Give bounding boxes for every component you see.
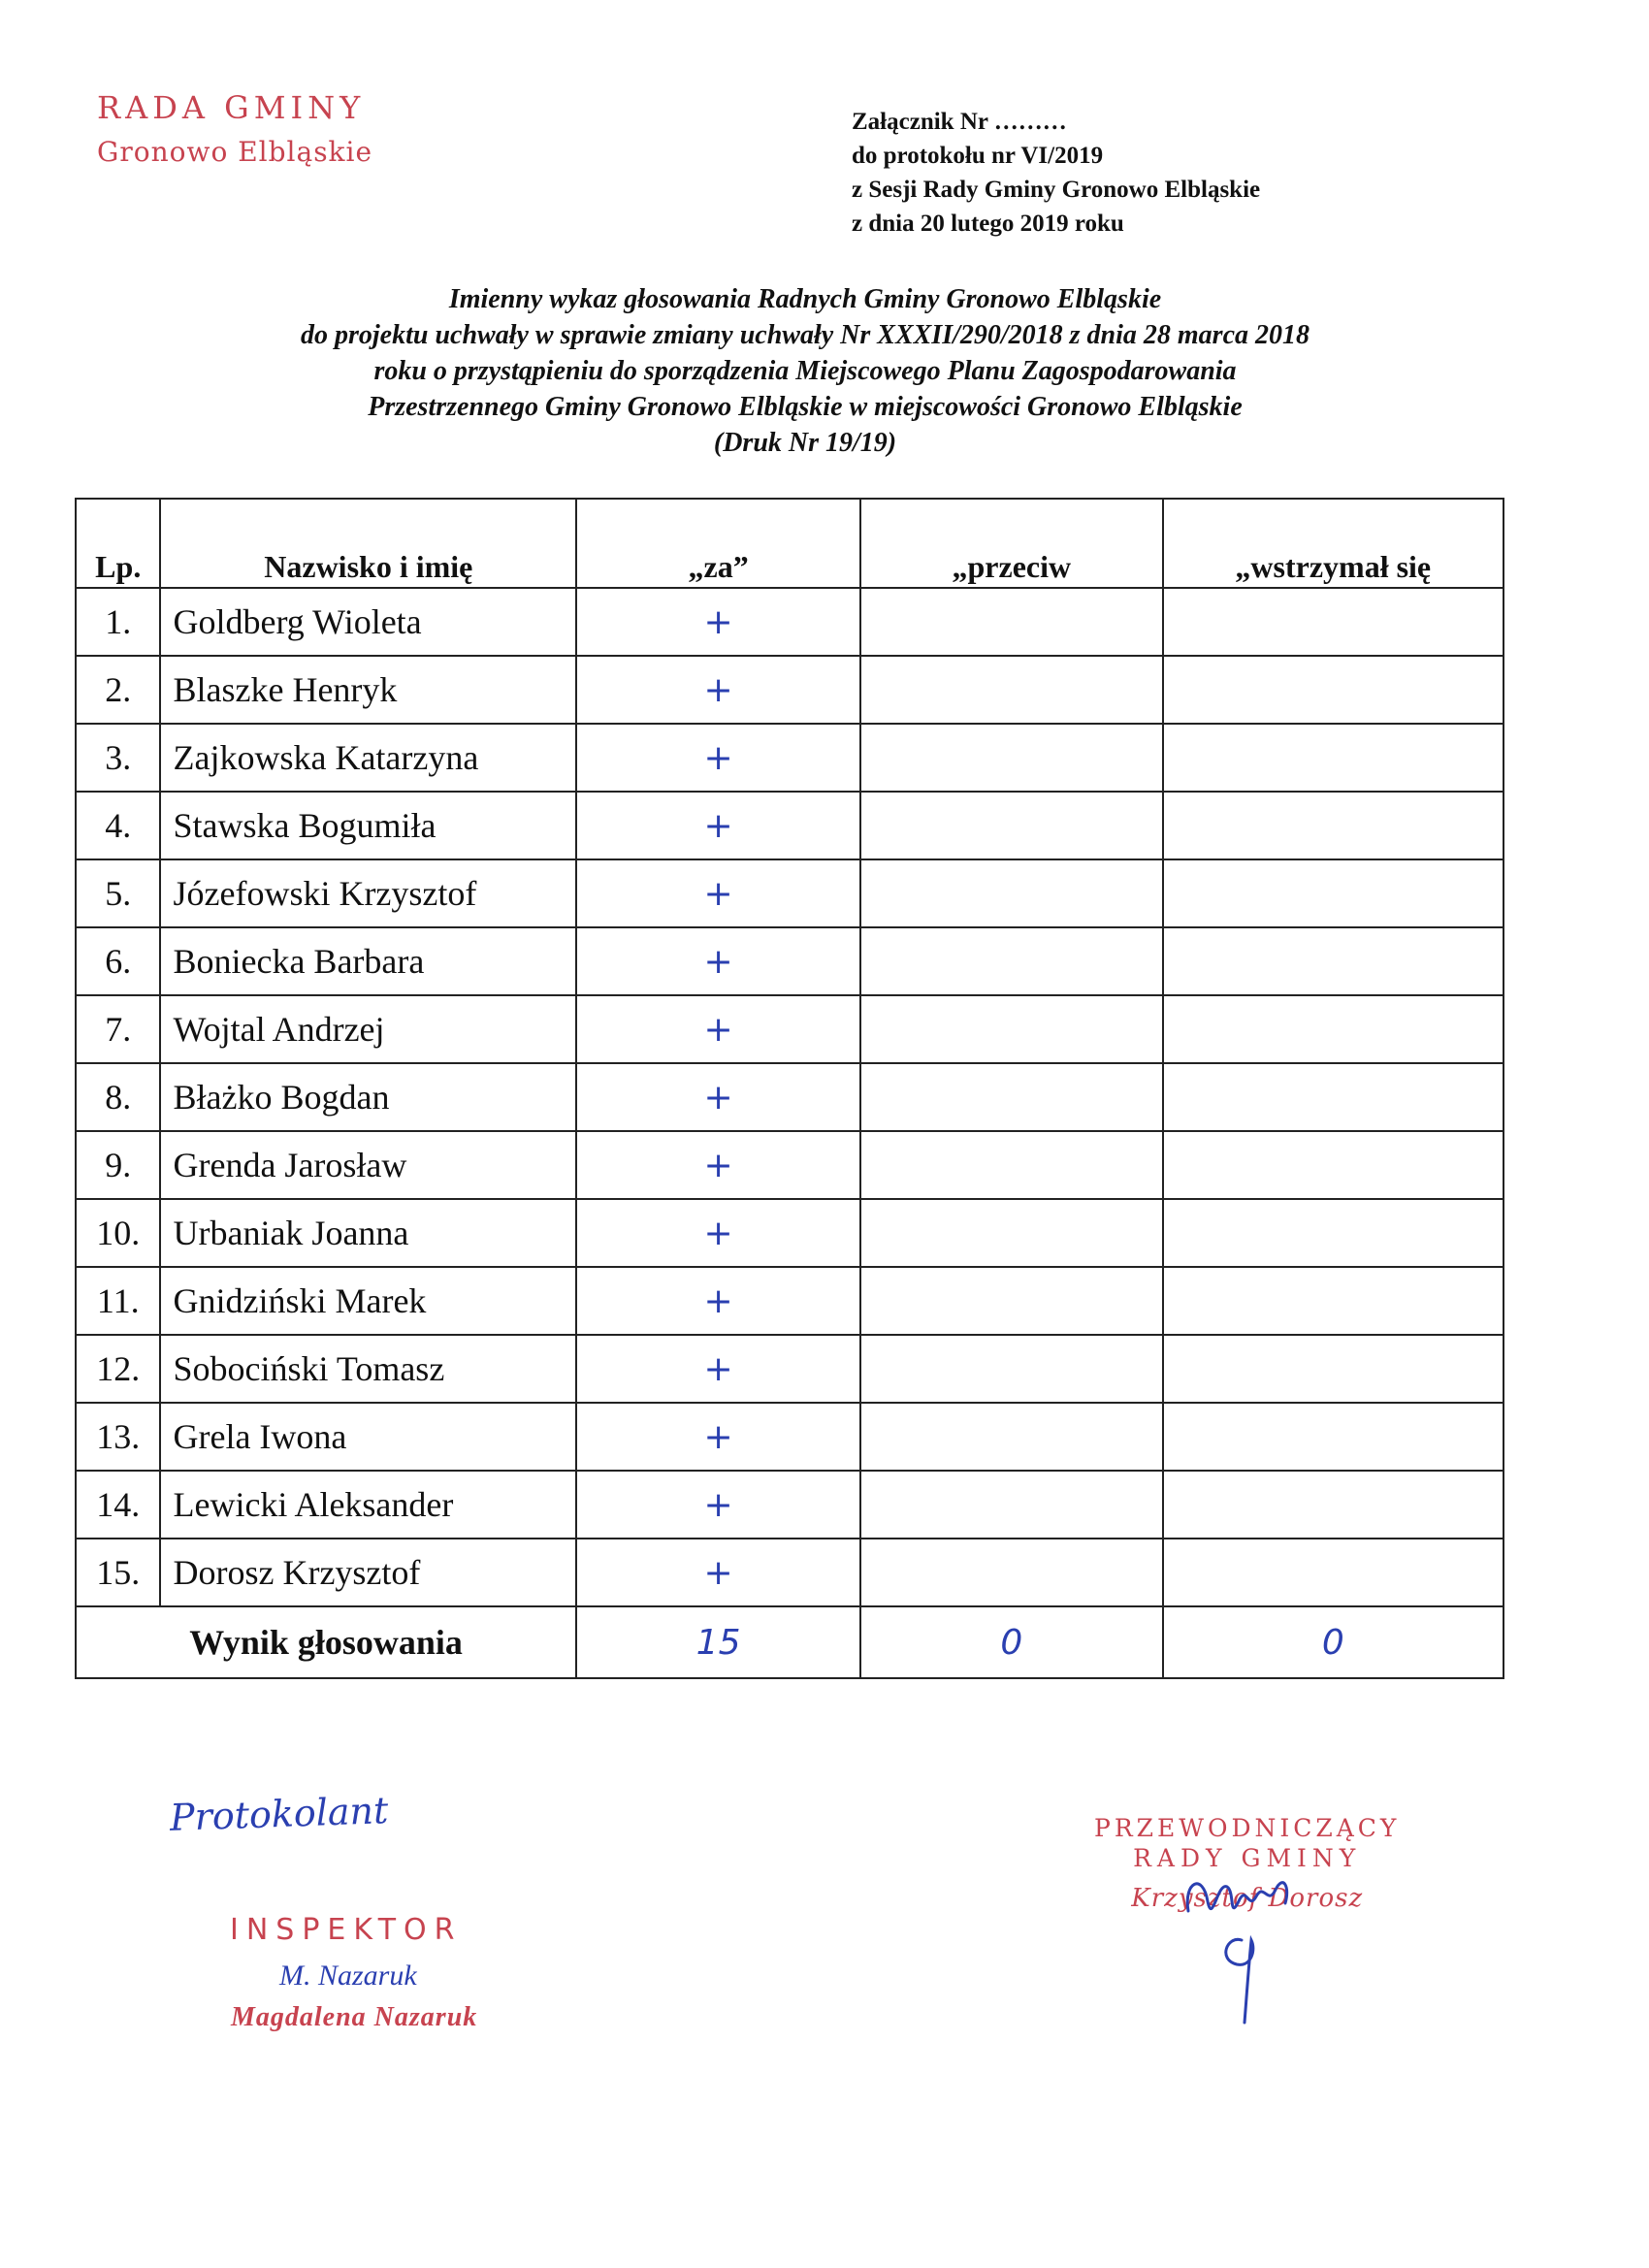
recorder-handwritten-label: Protokolant [169,1789,389,1839]
title-line1: Imienny wykaz głosowania Radnych Gminy Gronowo Elbląskie [448,284,1162,314]
table-row [76,1335,1504,1403]
table-row [76,1539,1504,1606]
row-lp: 2. [76,656,160,724]
row-name: Goldberg Wioleta [160,588,576,656]
inspector-signature: M. Nazaruk [279,1960,417,1992]
row-abstain [1163,656,1504,724]
row-for: + [576,1063,860,1131]
row-against [860,1539,1162,1606]
row-lp: 8. [76,1063,160,1131]
row-abstain [1163,927,1504,995]
row-name: Wojtal Andrzej [160,995,576,1063]
row-for: + [576,792,860,859]
title-line2: do projektu uchwały w sprawie zmiany uchwały Nr XXXII/290/2018 z dnia 28 marca 2018 [300,320,1310,350]
attachment-line4: z dnia 20 lutego 2019 roku [852,211,1124,237]
council-stamp [97,89,372,168]
row-name: Gnidziński Marek [160,1267,576,1335]
header-against: „przeciw [860,499,1162,588]
row-lp: 14. [76,1471,160,1539]
row-for: + [576,995,860,1063]
row-against [860,724,1162,792]
row-abstain [1163,1267,1504,1335]
row-lp: 3. [76,724,160,792]
row-lp: 7. [76,995,160,1063]
row-name: Grela Iwona [160,1403,576,1471]
attachment-line1: Załącznik Nr ……… [852,109,1067,135]
row-abstain [1163,1471,1504,1539]
row-for: + [576,588,860,656]
table-header-row [76,499,1504,588]
row-abstain [1163,995,1504,1063]
row-for: + [576,1267,860,1335]
row-against [860,656,1162,724]
row-name: Lewicki Aleksander [160,1471,576,1539]
table-row [76,1471,1504,1539]
header-for: „za” [576,499,860,588]
row-lp: 1. [76,588,160,656]
table-row [76,1267,1504,1335]
council-stamp-line1: RADA GMINY [97,89,366,126]
row-name: Dorosz Krzysztof [160,1539,576,1606]
row-name: Józefowski Krzysztof [160,859,576,927]
table-row [76,792,1504,859]
row-abstain [1163,1063,1504,1131]
result-abstain: 0 [1163,1606,1504,1678]
inspector-name-stamp: Magdalena Nazaruk [231,2002,478,2032]
table-row [76,995,1504,1063]
row-against [860,859,1162,927]
title-line4: Przestrzennego Gminy Gronowo Elbląskie w miejscowości Gronowo Elbląskie [368,392,1243,422]
table-row [76,1063,1504,1131]
title-line3: roku o przystąpieniu do sporządzenia Miejscowego Planu Zagospodarowania [373,356,1237,386]
header-lp: Lp. [76,499,160,588]
title-line5: (Druk Nr 19/19) [713,428,897,458]
row-lp: 5. [76,859,160,927]
row-abstain [1163,1403,1504,1471]
row-name: Boniecka Barbara [160,927,576,995]
row-name: Błażko Bogdan [160,1063,576,1131]
row-lp: 13. [76,1403,160,1471]
row-for: + [576,927,860,995]
row-name: Zajkowska Katarzyna [160,724,576,792]
row-lp: 9. [76,1131,160,1199]
chair-stamp-line2: RADY GMINY [1133,1844,1362,1872]
row-for: + [576,656,860,724]
row-against [860,1131,1162,1199]
row-against [860,1199,1162,1267]
row-abstain [1163,1539,1504,1606]
row-for: + [576,859,860,927]
header-name: Nazwisko i imię [160,499,576,588]
inspector-stamp: INSPEKTOR [230,1913,463,1947]
chair-stamp-line1: PRZEWODNICZĄCY [1094,1814,1401,1842]
table-row [76,1403,1504,1471]
row-against [860,1335,1162,1403]
result-label: Wynik głosowania [76,1606,576,1678]
row-against [860,1403,1162,1471]
row-abstain [1163,1335,1504,1403]
row-name: Blaszke Henryk [160,656,576,724]
table-row [76,656,1504,724]
row-lp: 12. [76,1335,160,1403]
row-for: + [576,1539,860,1606]
row-for: + [576,1131,860,1199]
row-lp: 6. [76,927,160,995]
result-row [76,1606,1504,1678]
header-abstain: „wstrzymał się [1163,499,1504,588]
table-row [76,1131,1504,1199]
document-title [155,281,1455,461]
result-against: 0 [860,1606,1162,1678]
row-lp: 15. [76,1539,160,1606]
attachment-line2: do protokołu nr VI/2019 [852,143,1104,169]
row-abstain [1163,792,1504,859]
result-for: 15 [576,1606,860,1678]
row-for: + [576,1403,860,1471]
row-abstain [1163,859,1504,927]
table-row [76,588,1504,656]
row-against [860,1063,1162,1131]
chair-stamp-name: Krzysztof Dorosz [1131,1884,1364,1913]
row-against [860,1267,1162,1335]
row-abstain [1163,1199,1504,1267]
table-row [76,927,1504,995]
row-against [860,792,1162,859]
table-row [76,1199,1504,1267]
row-name: Stawska Bogumiła [160,792,576,859]
attachment-note [852,105,1260,241]
row-against [860,927,1162,995]
row-abstain [1163,1131,1504,1199]
chair-signature-icon [1159,1843,1353,2037]
row-against [860,588,1162,656]
row-lp: 11. [76,1267,160,1335]
row-for: + [576,1471,860,1539]
row-abstain [1163,588,1504,656]
table-row [76,724,1504,792]
row-for: + [576,1335,860,1403]
row-name: Sobociński Tomasz [160,1335,576,1403]
row-for: + [576,1199,860,1267]
council-stamp-line2: Gronowo Elbląskie [97,136,373,168]
row-against [860,995,1162,1063]
row-lp: 10. [76,1199,160,1267]
row-lp: 4. [76,792,160,859]
row-abstain [1163,724,1504,792]
voting-table [75,498,1504,1679]
row-against [860,1471,1162,1539]
row-name: Urbaniak Joanna [160,1199,576,1267]
attachment-line3: z Sesji Rady Gminy Gronowo Elbląskie [852,177,1261,203]
table-row [76,859,1504,927]
row-for: + [576,724,860,792]
row-name: Grenda Jarosław [160,1131,576,1199]
